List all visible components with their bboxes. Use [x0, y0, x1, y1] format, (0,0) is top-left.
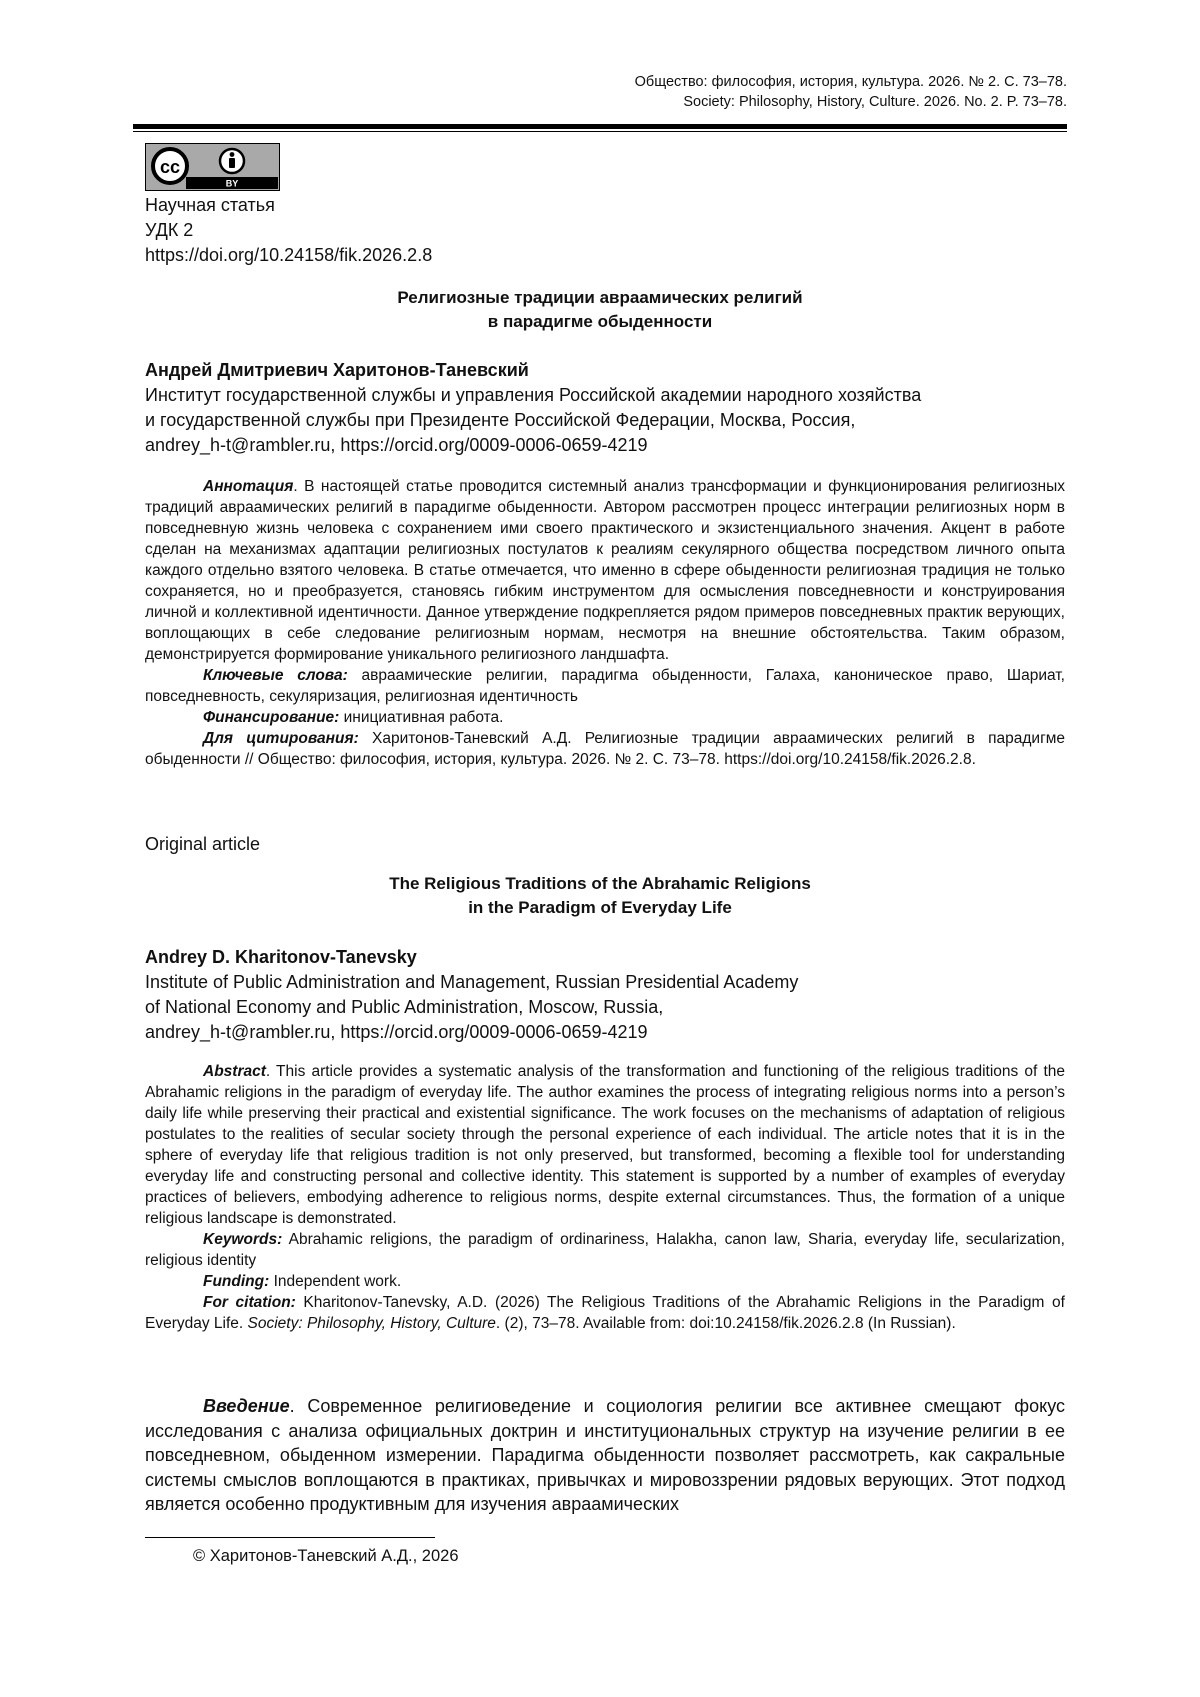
funding-ru [145, 707, 1065, 728]
by-text: BY [225, 178, 239, 189]
introduction-text [145, 1394, 1065, 1517]
copyright-footnote: © Харитонов-Таневский А.Д., 2026 [193, 1547, 459, 1565]
abstract-ru [145, 476, 1065, 665]
header-rule-thin [133, 131, 1067, 132]
abstract-text-en: . This article provides a systematic analysis of the transformation and functioning of the religious traditions of the Abrahamic religions in the paradigm of everyday life. The author examines the process of integrating religious norms into a person’s daily life while preserving their practical and existential significance. The work focuses on the mechanisms of adaptation of religious postulates to the realities of secular society through the personal experience of each individual. The article notes that it is in the sphere of everyday life that religious tradition is not only preserved, but transformed, becoming a flexible tool for understanding everyday life and constructing personal and collective identity. This statement is supported by a number of examples of everyday practices of believers, embodying adherence to religious norms, despite external circumstances. Thus, the formation of a unique religious landscape is demonstrated. [145, 1063, 1065, 1227]
funding-text-ru: инициативная работа. [339, 709, 504, 726]
citation-label-ru: Для цитирования: [203, 730, 359, 747]
cc-by-icon [146, 144, 278, 189]
article-meta [145, 193, 432, 268]
keywords-en [145, 1229, 1065, 1271]
funding-en [145, 1271, 1065, 1292]
affiliation-en-line-1: Institute of Public Administration and Management, Russian Presidential Academy [145, 972, 799, 992]
keywords-label-en: Keywords: [203, 1231, 283, 1248]
author-name-en: Andrey D. Kharitonov-Tanevsky [145, 947, 417, 967]
introduction-body: . Современное религиоведение и социология религии все активнее смещают фокус исследования с анализа официальных доктрин и институциональных структур на изучение религии в ее повседневном, обыденном измерении. Парадигма обыденности позволяет рассмотреть, как сакральные системы смыслов воплощаются в практиках, привычках и мировоззрении рядовых верующих. Этот подход является особенно продуктивным для изучения авраамических [145, 1396, 1065, 1514]
funding-label-ru: Финансирование: [203, 709, 340, 726]
footnote-rule [145, 1537, 435, 1538]
article-type-ru: Научная статья [145, 195, 275, 215]
title-en-line-2: in the Paradigm of Everyday Life [468, 898, 732, 917]
keywords-text-en: Abrahamic religions, the paradigm of ordinariness, Halakha, canon law, Sharia, everyday life, secularization, religious identity [145, 1231, 1065, 1269]
abstract-label-en: Abstract [203, 1063, 266, 1080]
cc-text: cc [159, 157, 181, 177]
funding-label-en: Funding: [203, 1273, 270, 1290]
funding-text-en: Independent work. [269, 1273, 402, 1290]
author-name-ru: Андрей Дмитриевич Харитонов-Таневский [145, 360, 529, 380]
citation-ru [145, 728, 1065, 770]
citation-journal-en: Society: Philosophy, History, Culture [247, 1315, 496, 1332]
citation-text-en-a: Kharitonov-Tanevsky, A.D. (2026) The Religious Traditions of the Abrahamic Religions in the Paradigm of Everyday Life. [145, 1294, 1065, 1332]
article-title-ru [133, 286, 1067, 334]
udc-code: УДК 2 [145, 220, 194, 240]
citation-en [145, 1292, 1065, 1334]
affiliation-ru-line-2: и государственной службы при Президенте Российской Федерации, Москва, Россия, [145, 410, 856, 430]
journal-header-en: Society: Philosophy, History, Culture. 2026. No. 2. P. 73–78. [683, 94, 1067, 110]
title-ru-line-2: в парадигме обыденности [487, 312, 713, 331]
author-contact-ru[interactable]: andrey_h-t@rambler.ru, https://orcid.org/0009-0006-0659-4219 [145, 435, 648, 455]
article-type-en: Original article [145, 834, 261, 854]
introduction-paragraph [145, 1394, 1065, 1517]
citation-text-ru: Харитонов-Таневский А.Д. Религиозные традиции авраамических религий в парадигме обыденности // Общество: философия, история, культура. 2026. № 2. С. 73–78. https://doi.org/10.24158/fik.2026.2.8. [145, 730, 1065, 768]
author-block-ru [145, 358, 1065, 458]
cc-by-license-badge[interactable] [145, 143, 280, 191]
abstract-label-ru: Аннотация [203, 478, 294, 495]
title-en-line-1: The Religious Traditions of the Abrahamic Religions [389, 874, 811, 893]
journal-header [635, 72, 1067, 112]
affiliation-en-line-2: of National Economy and Public Administration, Moscow, Russia, [145, 997, 664, 1017]
doi-link[interactable]: https://doi.org/10.24158/fik.2026.2.8 [145, 245, 433, 265]
keywords-ru [145, 665, 1065, 707]
abstract-block-ru [145, 476, 1065, 770]
citation-text-en-b: . (2), 73–78. Available from: doi:10.24158/fik.2026.2.8 (In Russian). [495, 1315, 956, 1332]
abstract-block-en [145, 1061, 1065, 1334]
author-block-en [145, 945, 1065, 1045]
journal-header-ru: Общество: философия, история, культура. 2026. № 2. С. 73–78. [634, 74, 1067, 90]
title-ru-line-1: Религиозные традиции авраамических религий [397, 288, 803, 307]
article-title-en [133, 872, 1067, 920]
author-contact-en[interactable]: andrey_h-t@rambler.ru, https://orcid.org/0009-0006-0659-4219 [145, 1022, 648, 1042]
introduction-label: Введение [203, 1396, 290, 1416]
abstract-en [145, 1061, 1065, 1229]
abstract-text-ru: . В настоящей статье проводится системный анализ трансформации и функционирования религиозных традиций авраамических религий в парадигме обыденности. Автором рассмотрен процесс интеграции религиозных норм в повседневную жизнь человека с сохранением ими своего практического и экзистенциального значения. Акцент в работе сделан на механизмах адаптации религиозных постулатов к реалиям секулярного общества посредством личного опыта каждого отдельно взятого человека. В статье отмечается, что именно в сфере обыденности религиозная традиция не только сохраняется, но и преобразуется, становясь гибким инструментом для осмысления повседневности и конструирования личной и коллективной идентичности. Данное утверждение подкрепляется рядом примеров повседневных практик верующих, воплощающих в себе следование религиозным нормам, несмотря на внешние обстоятельства. Таким образом, демонстрируется формирование уникального религиозного ландшафта. [145, 478, 1065, 663]
header-rule [133, 124, 1067, 129]
affiliation-ru-line-1: Институт государственной службы и управления Российской академии народного хозяйства [145, 385, 922, 405]
keywords-label-ru: Ключевые слова: [203, 667, 348, 684]
keywords-text-ru: авраамические религии, парадигма обыденности, Галаха, каноническое право, Шариат, повседневность, секуляризация, религиозная идентичность [145, 667, 1065, 705]
citation-label-en: For citation: [203, 1294, 296, 1311]
